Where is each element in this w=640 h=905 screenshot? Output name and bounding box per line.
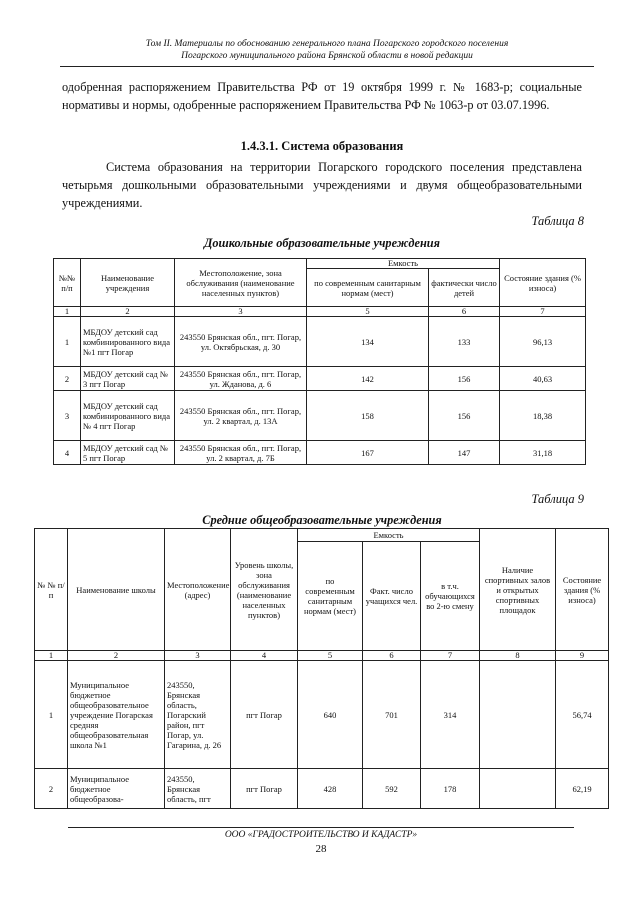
col-number: 1 xyxy=(54,307,81,317)
header-line-1: Том II. Материалы по обоснованию генерального плана Погарского городского поселения xyxy=(145,39,509,49)
table-8-label: Таблица 8 xyxy=(531,214,584,228)
col-header-level: Уровень школы, зона обслуживания (наименование населенных пунктов) xyxy=(231,529,298,651)
col-header-capacity: Емкость xyxy=(298,529,480,542)
cell-num: 2 xyxy=(54,367,81,391)
cell-capacity-norm: 158 xyxy=(307,391,429,441)
col-number: 1 xyxy=(35,651,68,661)
cell-wear: 40,63 xyxy=(500,367,586,391)
cell-capacity-shift: 314 xyxy=(421,661,480,769)
cell-wear: 62,19 xyxy=(556,769,609,809)
col-header-num: №№ п/п xyxy=(54,259,81,307)
cell-location: 243550 Брянская обл., пгт. Погар, ул. Жданова, д. 6 xyxy=(175,367,307,391)
col-number: 3 xyxy=(165,651,231,661)
cell-level: пгт Погар xyxy=(231,769,298,809)
cell-wear: 31,18 xyxy=(500,441,586,465)
col-header-name: Наименование учреждения xyxy=(81,259,175,307)
table-row xyxy=(35,769,609,809)
cell-name: МБДОУ детский сад № 3 пгт Погар xyxy=(81,367,175,391)
col-header-address: Местоположение (адрес) xyxy=(165,529,231,651)
cell-name: МБДОУ детский сад комбинированного вида № 4 пгт Погар xyxy=(81,391,175,441)
preschool-table xyxy=(53,258,586,465)
cell-address: 243550, Брянская область, пгт xyxy=(165,769,231,809)
col-number: 6 xyxy=(429,307,500,317)
cell-capacity-norm: 167 xyxy=(307,441,429,465)
cell-level: пгт Погар xyxy=(231,661,298,769)
cell-num: 3 xyxy=(54,391,81,441)
col-header-state: Состояние здания (% износа) xyxy=(500,259,586,307)
col-number: 8 xyxy=(480,651,556,661)
col-number: 5 xyxy=(298,651,363,661)
cell-capacity-fact: 147 xyxy=(429,441,500,465)
col-header-num: № № п/п xyxy=(35,529,68,651)
col-header-name: Наименование школы xyxy=(68,529,165,651)
table-row xyxy=(35,661,609,769)
cell-capacity-fact: 701 xyxy=(363,661,421,769)
cell-wear: 96,13 xyxy=(500,317,586,367)
running-header xyxy=(60,38,594,62)
cell-name: Муниципальное бюджетное общеобразова- xyxy=(68,769,165,809)
header-rule xyxy=(60,66,594,67)
col-header-capacity-norm: по современным санитарным нормам (мест) xyxy=(298,542,363,651)
cell-wear: 18,38 xyxy=(500,391,586,441)
table-row xyxy=(54,317,586,367)
cell-location: 243550 Брянская обл., пгт. Погар, ул. Октябрьская, д. 30 xyxy=(175,317,307,367)
cell-capacity-norm: 134 xyxy=(307,317,429,367)
cell-location: 243550 Брянская обл., пгт. Погар, ул. 2 квартал, д. 13А xyxy=(175,391,307,441)
col-number: 5 xyxy=(307,307,429,317)
cell-capacity-fact: 592 xyxy=(363,769,421,809)
col-header-capacity-fact: фактически число детей xyxy=(429,269,500,307)
col-header-sport: Наличие спортивных залов и открытых спортивных площадок xyxy=(480,529,556,651)
cell-num: 1 xyxy=(35,661,68,769)
cell-num: 2 xyxy=(35,769,68,809)
column-number-row xyxy=(54,307,586,317)
cell-capacity-fact: 156 xyxy=(429,367,500,391)
col-number: 2 xyxy=(68,651,165,661)
cell-capacity-fact: 156 xyxy=(429,391,500,441)
col-header-state: Состояние здания (% износа) xyxy=(556,529,609,651)
cell-capacity-norm: 428 xyxy=(298,769,363,809)
cell-capacity-fact: 133 xyxy=(429,317,500,367)
col-number: 6 xyxy=(363,651,421,661)
table-row xyxy=(54,441,586,465)
cell-name: Муниципальное бюджетное общеобразовательное учреждение Погарская средняя общеобразовательная школа №1 xyxy=(68,661,165,769)
col-number: 3 xyxy=(175,307,307,317)
cell-sport xyxy=(480,661,556,769)
cell-wear: 56,74 xyxy=(556,661,609,769)
col-number: 9 xyxy=(556,651,609,661)
table-9-title: Средние общеобразовательные учреждения xyxy=(202,513,442,527)
cell-name: МБДОУ детский сад № 5 пгт Погар xyxy=(81,441,175,465)
col-number: 4 xyxy=(231,651,298,661)
cell-address: 243550, Брянская область, Погарский район, пгт Погар, ул. Гагарина, д. 26 xyxy=(165,661,231,769)
table-row xyxy=(54,391,586,441)
table-9-label: Таблица 9 xyxy=(531,492,584,506)
col-number: 7 xyxy=(500,307,586,317)
cell-name: МБДОУ детский сад комбинированного вида №1 пгт Погар xyxy=(81,317,175,367)
col-header-capacity-shift: в т.ч. обучающихся во 2-ю смену xyxy=(421,542,480,651)
cell-num: 1 xyxy=(54,317,81,367)
table-row xyxy=(54,367,586,391)
cell-num: 4 xyxy=(54,441,81,465)
col-number: 2 xyxy=(81,307,175,317)
col-header-capacity: Емкость xyxy=(307,259,500,269)
cell-capacity-norm: 640 xyxy=(298,661,363,769)
footer-rule xyxy=(68,827,574,828)
section-title: 1.4.3.1. Система образования xyxy=(240,139,404,153)
cell-location: 243550 Брянская обл., пгт. Погар, ул. 2 квартал, д. 7Б xyxy=(175,441,307,465)
col-header-location: Местоположение, зона обслуживания (наименование населенных пунктов) xyxy=(175,259,307,307)
cell-capacity-shift: 178 xyxy=(421,769,480,809)
paragraph-normatives: одобренная распоряжением Правительства РФ от 19 октября 1999 г. № 1683-р; социальные нормативы и нормы, одобренные распоряжением Правительства РФ № 1063-р от 03.07.1996. xyxy=(62,80,582,112)
schools-table xyxy=(34,528,609,809)
page-number: 28 xyxy=(315,843,327,855)
footer-organization: ООО «ГРАДОСТРОИТЕЛЬСТВО И КАДАСТР» xyxy=(224,830,418,840)
column-number-row xyxy=(35,651,609,661)
col-header-capacity-fact: Факт. число учащихся чел. xyxy=(363,542,421,651)
cell-sport xyxy=(480,769,556,809)
cell-capacity-norm: 142 xyxy=(307,367,429,391)
header-line-2: Погарского муниципального района Брянской области в новой редакции xyxy=(181,51,473,61)
col-header-capacity-norm: по современным санитарным нормам (мест) xyxy=(307,269,429,307)
col-number: 7 xyxy=(421,651,480,661)
table-8-title: Дошкольные образовательные учреждения xyxy=(203,236,440,250)
paragraph-education-system: Система образования на территории Погарского городского поселения представлена четырьмя дошкольными образовательными учреждениями и двумя общеобразовательными учреждениями. xyxy=(62,160,582,210)
